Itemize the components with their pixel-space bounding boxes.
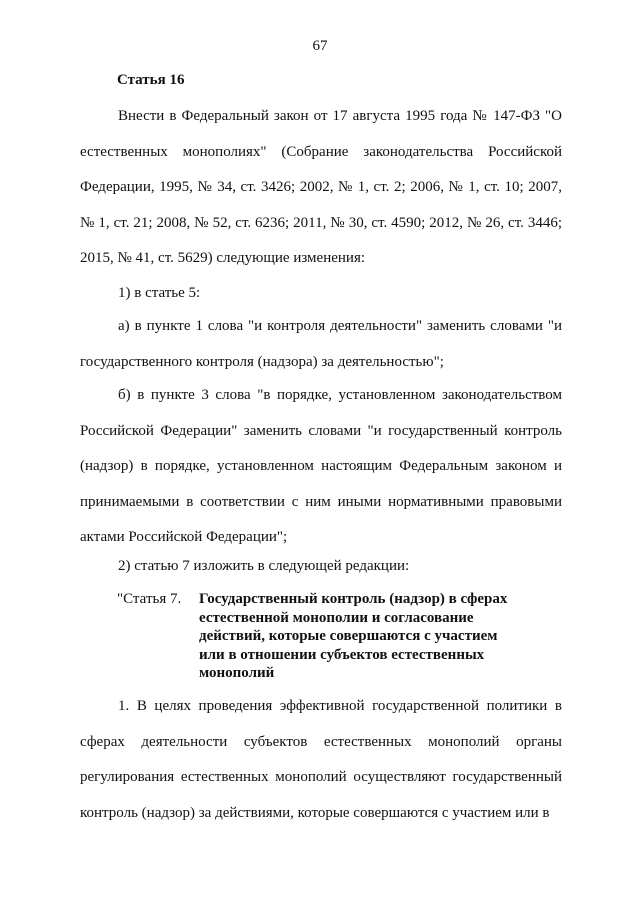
article-intro-paragraph: Внести в Федеральный закон от 17 августа 1995 года № 147-ФЗ "О естественных монополиях" (Собрание законодательства Российской Федерации, 1995, № 34, ст. 3426; 2002, № 1, ст. 2; 2006, № 1, ст. 10; 2007, № 1, ст. 21; 2008, № 52, ст. 6236; 2011, № 30, ст. 4590; 2012, № 26, ст. 3446; 2015, № 41, ст. 5629) следующие изменения:: [80, 108, 562, 266]
page-number: 67: [312, 38, 328, 54]
article-7-title: Государственный контроль (надзор) в сферах естественной монополии и согласование действий, которые совершаются с участием или в отношении субъектов естественных монополий: [199, 591, 508, 681]
article-7-label: "Статья 7.: [117, 591, 182, 607]
article-7-paragraph-1: 1. В целях проведения эффективной государственной политики в сферах деятельности субъектов естественных монополий органы регулирования естественных монополий осуществляют государственный контроль (надзор) за действиями, которые совершаются с участием или в: [80, 698, 562, 821]
item-1a-paragraph: а) в пункте 1 слова "и контроля деятельности" заменить словами "и государственного контроля (надзора) за деятельностью";: [80, 318, 562, 370]
article-heading: Статья 16: [117, 72, 185, 88]
item-1b-paragraph: б) в пункте 3 слова "в порядке, установленном законодательством Российской Федерации" заменить словами "и государственный контроль (надзор) в порядке, установленном настоящим Федеральным законом и принимаемыми в соответствии с ним иными нормативными правовыми актами Российской Федерации";: [80, 387, 562, 545]
item-1-paragraph: 1) в статье 5:: [118, 285, 201, 301]
item-2-paragraph: 2) статью 7 изложить в следующей редакции:: [118, 558, 410, 574]
